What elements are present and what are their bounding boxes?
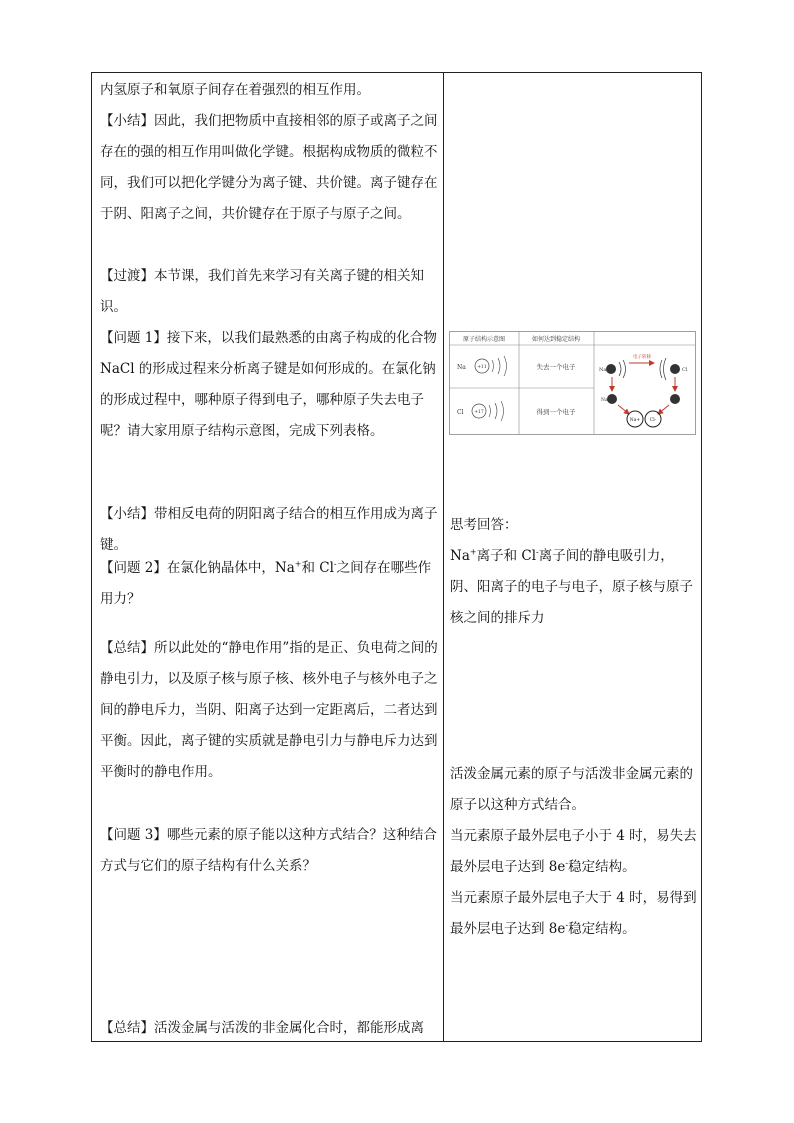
- cl-ion-ball: [670, 394, 680, 404]
- lesson-table: [91, 72, 702, 1042]
- figure-border: [450, 332, 696, 435]
- paragraph-conclusion-electrostatic: 【总结】所以此处的“静电作用”指的是正、负电荷之间的静电引力，以及原子核与原子核、核外电子与核外电子之间的静电斥力，当阴、阳离子达到一定距离后，二者达到平衡。因此，离子键的实质就是静电引力与静电斥力达到平衡时的静电作用。: [100, 640, 438, 780]
- figure-header-stable: 如何达到稳定结构: [531, 336, 581, 343]
- na-ion-label: Na+: [629, 418, 641, 423]
- nacl-formation-figure: [449, 331, 696, 435]
- paragraph-summary-chemical-bond: 【小结】因此，我们把物质中直接相邻的原子或离子之间存在的强的相互作用叫做化学键。根据构成物质的微粒不同，我们可以把化学键分为离子键、共价键。离子键存在于阴、阳离子之间，共价键存在于原子与原子之间。: [100, 113, 438, 222]
- electron-transfer-label: 电子转移: [633, 355, 651, 360]
- figure-row-na-label: Na: [457, 364, 466, 371]
- column-divider: [443, 73, 444, 1041]
- cl-atom-ball: [670, 364, 680, 374]
- paragraph-conclusion-active-elements: 【总结】活泼金属与活泼的非金属化合时，都能形成离: [100, 1020, 424, 1036]
- paragraph-summary-ionic-bond: 【小结】带相反电荷的阴阳离子结合的相互作用成为离子键。: [100, 506, 438, 553]
- na-atom-label: Na: [599, 367, 607, 373]
- paragraph-question-2: 【问题 2】在氯化钠晶体中，Na+和 Cl-之间存在哪些作用力？: [100, 559, 432, 607]
- paragraph-question-1: 【问题 1】接下来，以我们最熟悉的由离子构成的化合物NaCl 的形成过程来分析离子键是如何形成的。在氯化钠的形成过程中，哪种原子得到电子，哪种原子失去电子呢？请大家用原子结构示意图，完成下列表格。: [100, 330, 437, 439]
- cl-atom-label: Cl: [682, 367, 688, 373]
- think-answer-label: 思考回答：: [450, 517, 518, 533]
- figure-row-cl-text: 得到一个电子: [536, 408, 576, 416]
- na-atom-ball: [606, 364, 616, 374]
- paragraph-intro: 内氢原子和氧原子间存在着强烈的相互作用。: [100, 82, 370, 98]
- answer-attraction: Na+离子和 Cl-离子间的静电吸引力，: [450, 547, 674, 564]
- paragraph-transition: 【过渡】本节课，我们首先来学习有关离子键的相关知识。: [100, 268, 424, 315]
- answer-repulsion: 阴、阳离子的电子与电子，原子核与原子核之间的排斥力: [450, 579, 693, 626]
- paragraph-question-3: 【问题 3】哪些元素的原子能以这种方式结合？这种结合方式与它们的原子结构有什么关系？: [100, 827, 437, 874]
- na-ion-small-label: Na+: [601, 398, 612, 403]
- cl-ion-label: Cl-: [649, 418, 657, 423]
- answer-lose-electrons: 当元素原子最外层电子小于 4 时，易失去最外层电子达到 8e-稳定结构。: [450, 828, 697, 875]
- figure-row-cl-label: Cl: [457, 409, 464, 416]
- na-nucleus-label: +11: [477, 365, 487, 370]
- figure-row-na-text: 失去一个电子: [536, 363, 576, 371]
- answer-gain-electrons: 当元素原子最外层电子大于 4 时，易得到最外层电子达到 8e-稳定结构。: [450, 890, 697, 937]
- cl-nucleus-label: +17: [474, 410, 484, 415]
- answer-active-elements: 活泼金属元素的原子与活泼非金属元素的原子以这种方式结合。: [450, 766, 693, 813]
- figure-header-structure: 原子结构示意图: [462, 336, 506, 343]
